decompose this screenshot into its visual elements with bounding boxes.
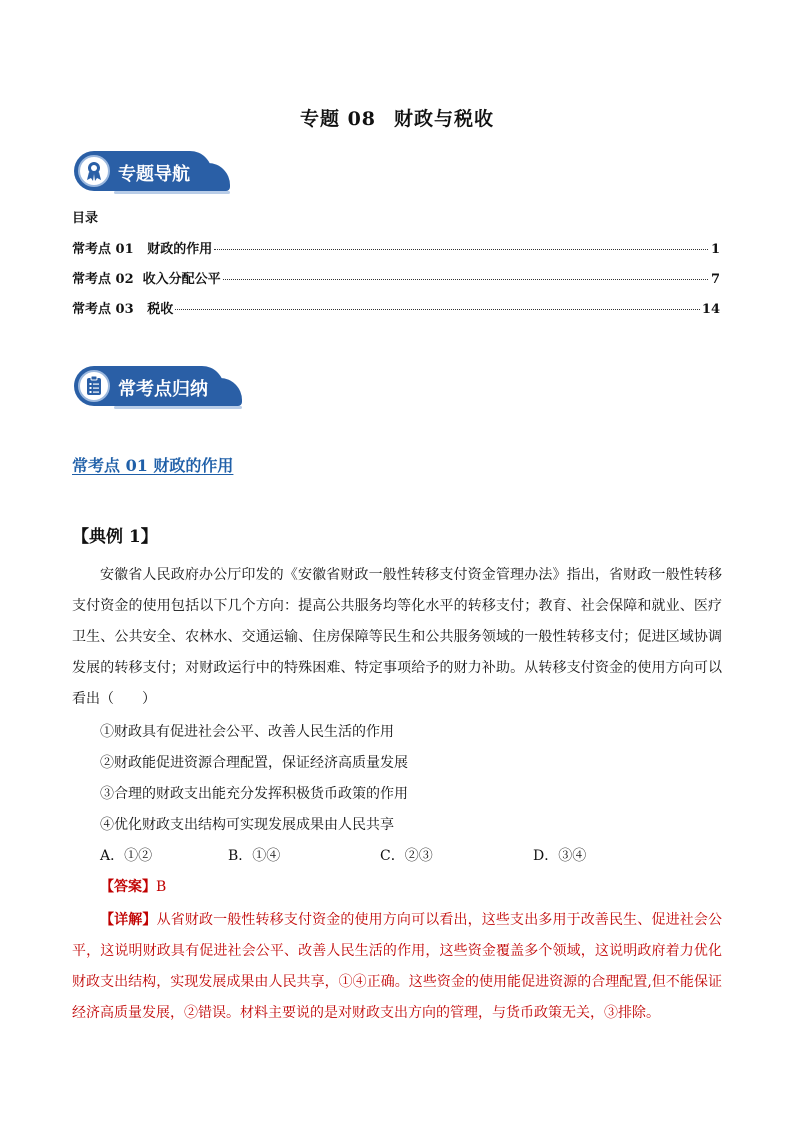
toc-page-number: 7 [710,272,720,287]
choice-d: D．③④ [533,848,587,864]
toc-entry[interactable] [72,298,720,317]
detail-body: 从省财政一般性转移支付资金的使用方向可以看出，这些支出多用于改善民生、促进社会公平，这说明财政具有促进社会公平、改善人民生活的作用，这些资金覆盖多个领域，这说明政府着力优化财政支出结构，实现发展成果由人民共享，①④正确。这些资金的使用能促进资源的合理配置,但不能保证经济高质量发展，②错误。材料主要说的是对财政支出方向的管理，与货币政策无关，③排除。 [72,912,723,1021]
statement-item: ③合理的财政支出能充分发挥积极货币政策的作用 [100,786,408,802]
statement-item: ②财政能促进资源合理配置，保证经济高质量发展 [100,755,408,771]
answer-label: 【答案】 [100,879,156,895]
clipboard-checklist-icon [78,370,110,402]
toc-leader-dots [214,249,708,250]
banner-label: 专题导航 [118,164,190,185]
toc-page-number: 14 [701,302,720,317]
banner-label: 常考点归纳 [118,379,208,400]
explanation-text [72,905,722,1029]
key-points-banner [74,366,224,406]
toc-leader-dots [223,279,708,280]
toc-entry[interactable] [72,238,720,257]
toc-heading: 目录 [72,211,99,226]
page-title [0,104,794,131]
detail-label: 【详解】 [100,912,157,928]
toc-entry-label: 常考点 02 收入分配公平 [72,272,221,287]
topic-navigation-banner [74,151,212,191]
question-text: 安徽省人民政府办公厅印发的《安徽省财政一般性转移支付资金管理办法》指出，省财政一般性转移支付资金的使用包括以下几个方向：提高公共服务均等化水平的转移支付；教育、社会保障和就业、医疗卫生、公共安全、农林水、交通运输、住房保障等民生和公共服务领域的一般性转移支付；促进区域协调发展的转移支付；对财政运行中的特殊困难、特定事项给予的财力补助。从转移支付资金的使用方向可以看出（ ） [72,567,722,707]
title-topic-number: 专题 08 [299,108,377,130]
award-ribbon-icon [78,155,110,187]
section-heading-link[interactable]: 常考点 01 财政的作用 [72,456,234,475]
example-heading: 【典例 1】 [72,527,158,547]
toc-entry-label: 常考点 01 财政的作用 [72,242,213,257]
toc-entry[interactable] [72,268,720,287]
answer-line [100,876,166,896]
toc-leader-dots [175,309,700,310]
toc-page-number: 1 [710,242,720,257]
statement-item: ①财政具有促进社会公平、改善人民生活的作用 [100,724,394,740]
choice-b: B．①④ [228,848,281,864]
answer-value: B [156,879,167,895]
statement-item: ④优化财政支出结构可实现发展成果由人民共享 [100,817,394,833]
title-topic-name: 财政与税收 [394,108,495,130]
toc-entry-label: 常考点 03 税收 [72,302,174,317]
choice-a: A．①② [100,848,153,864]
choice-c: C．②③ [380,848,433,864]
